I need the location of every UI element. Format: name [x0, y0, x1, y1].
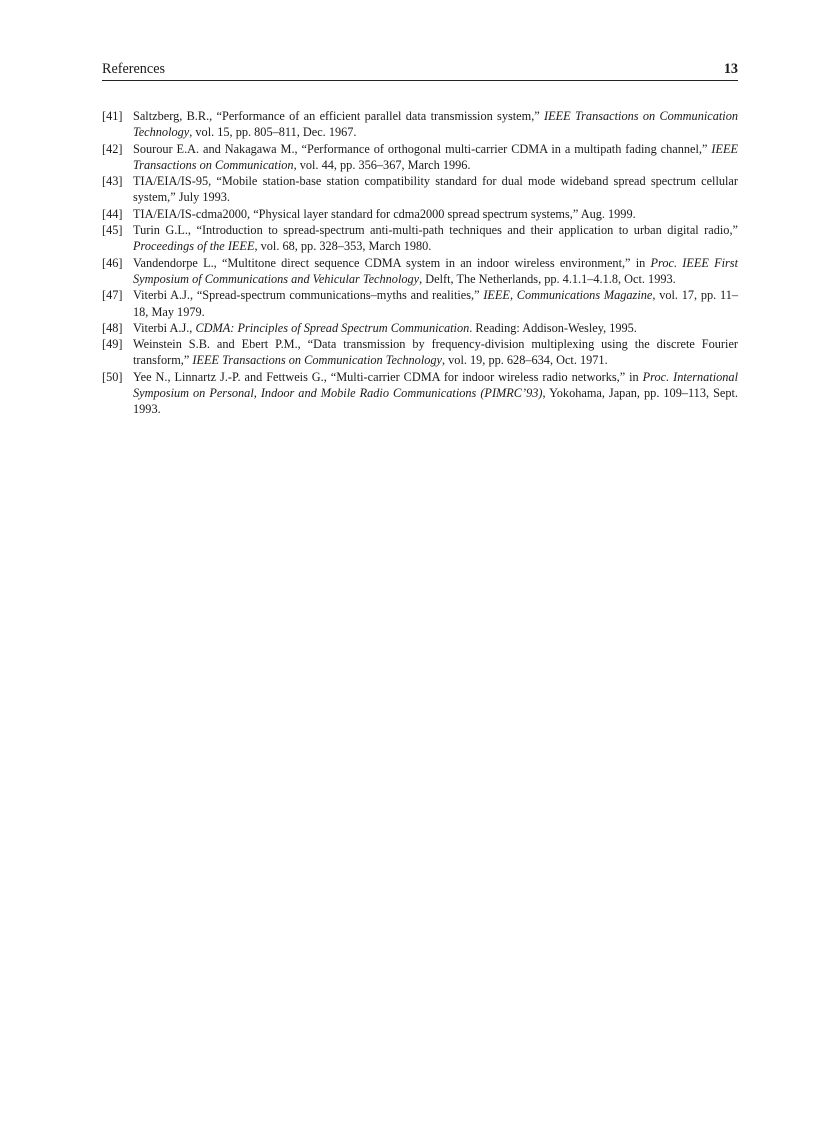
- reference-italic-title: Proc. International Symposium on Personal, Indoor and Mobile Radio Communications (PIMRC’93): [133, 369, 738, 401]
- reference-number: [42]: [102, 141, 123, 156]
- reference-text: [133, 320, 738, 336]
- reference-number: [43]: [102, 174, 123, 189]
- reference-italic-title: IEEE Transactions on Communication Technology: [133, 109, 738, 140]
- reference-text-segment: , Yokohama, Japan, pp. 109–113, Sept. 1993.: [133, 386, 739, 417]
- reference-text-segment: Sourour E.A. and Nakagawa M., “Performance of orthogonal multi-carrier CDMA in a multipath fading channel,”: [133, 141, 712, 156]
- reference-item: [102, 369, 738, 418]
- reference-text: [133, 222, 738, 255]
- reference-item: [102, 320, 738, 336]
- reference-italic-title: CDMA: Principles of Spread Spectrum Communication: [195, 320, 470, 335]
- page-number: 13: [723, 61, 738, 77]
- reference-text-segment: , Delft, The Netherlands, pp. 4.1.1–4.1.8, Oct. 1993.: [419, 271, 676, 286]
- reference-italic-title: IEEE Transactions on Communication Technology: [192, 353, 442, 368]
- reference-text-segment: Turin G.L., “Introduction to spread-spectrum anti-multi-path techniques and their application to urban digital radio,”: [133, 223, 738, 238]
- reference-text-segment: , vol. 44, pp. 356–367, March 1996.: [293, 157, 471, 172]
- section-title: References: [102, 61, 166, 77]
- reference-text: [133, 287, 738, 320]
- reference-number: [45]: [102, 223, 123, 238]
- reference-italic-title: Proc. IEEE First Symposium of Communications and Vehicular Technology: [133, 255, 739, 286]
- reference-text: [133, 173, 738, 206]
- reference-text-segment: , vol. 15, pp. 805–811, Dec. 1967.: [189, 125, 357, 140]
- reference-text-segment: Viterbi A.J., “Spread-spectrum communications–myths and realities,”: [133, 288, 484, 303]
- reference-text-segment: , vol. 19, pp. 628–634, Oct. 1971.: [442, 353, 608, 368]
- reference-item: [102, 287, 738, 320]
- reference-text: [133, 141, 738, 174]
- reference-text-segment: TIA/EIA/IS-95, “Mobile station-base station compatibility standard for dual mode wideband spread spectrum cellular system,” July 1993.: [133, 174, 738, 205]
- reference-item: [102, 336, 738, 369]
- reference-text-segment: . Reading: Addison-Wesley, 1995.: [469, 320, 637, 335]
- reference-number: [46]: [102, 255, 123, 270]
- reference-italic-title: Proceedings of the IEEE: [133, 239, 255, 254]
- reference-number: [41]: [102, 109, 123, 123]
- reference-text-segment: , vol. 68, pp. 328–353, March 1980.: [254, 239, 432, 254]
- reference-item: [102, 206, 738, 222]
- reference-item: [102, 141, 738, 174]
- reference-text-segment: Saltzberg, B.R., “Performance of an efficient parallel data transmission system,”: [133, 109, 545, 123]
- reference-text-segment: Vandendorpe L., “Multitone direct sequence CDMA system in an indoor wireless environment,” in: [133, 255, 651, 270]
- reference-number: [49]: [102, 337, 123, 352]
- reference-italic-title: IEEE, Communications Magazine: [483, 288, 653, 303]
- reference-item: [102, 173, 738, 206]
- reference-text: [133, 336, 738, 369]
- reference-text: [133, 206, 738, 222]
- reference-item: [102, 255, 738, 288]
- reference-number: [44]: [102, 206, 123, 221]
- reference-number: [50]: [102, 369, 123, 384]
- reference-item: [102, 108, 738, 141]
- reference-text-segment: Weinstein S.B. and Ebert P.M., “Data transmission by frequency-division multiplexing using the discrete Fourier transform,”: [133, 337, 738, 368]
- running-header: [102, 58, 738, 81]
- reference-list: [102, 108, 738, 418]
- reference-text: [133, 108, 738, 141]
- reference-item: [102, 222, 738, 255]
- reference-number: [47]: [102, 288, 123, 303]
- reference-text-segment: Yee N., Linnartz J.-P. and Fettweis G., “Multi-carrier CDMA for indoor wireless radio networks,” in: [133, 369, 643, 384]
- reference-italic-title: IEEE Transactions on Communication: [133, 141, 738, 172]
- reference-text-segment: Viterbi A.J.,: [133, 320, 196, 335]
- reference-text-segment: TIA/EIA/IS-cdma2000, “Physical layer standard for cdma2000 spread spectrum systems,” Aug. 1999.: [133, 206, 636, 221]
- reference-text: [133, 255, 738, 288]
- reference-number: [48]: [102, 320, 123, 335]
- reference-text: [133, 369, 738, 418]
- reference-text-segment: , vol. 17, pp. 11–18, May 1979.: [133, 288, 738, 319]
